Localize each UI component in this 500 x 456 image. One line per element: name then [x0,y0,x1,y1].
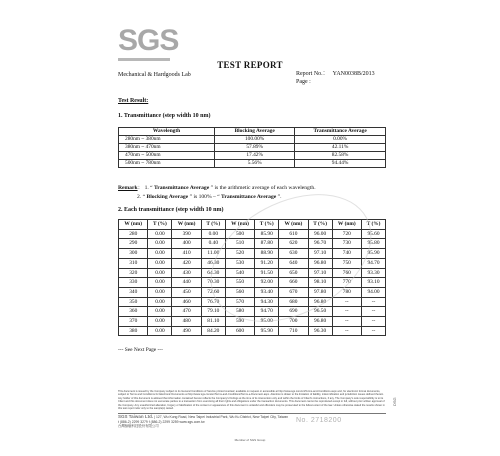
remark-line1-prefix: ： 1. “ [137,185,153,191]
table-cell: 70.30 [201,278,225,288]
table-cell: 0.00 [148,297,172,307]
table-cell: 560 [225,287,254,297]
table-cell: 95.90 [362,249,386,259]
table-row [119,144,386,152]
remark-line1-suffix: ” is the arithmetic average of each wavelength. [210,185,316,191]
table-cell: 82.58% [295,152,386,160]
table-cell: 0.00 [148,287,172,297]
table-cell: 96.80 [308,258,332,268]
sgs-logo [118,26,178,60]
table-cell: 510 [225,239,254,249]
table-header-cell: W (nm) [225,220,254,230]
table-row [119,326,386,336]
table-cell: 97.10 [308,268,332,278]
table-cell: 92.00 [255,278,279,288]
table-cell: -- [332,317,361,327]
table-header-cell: W (nm) [279,220,308,230]
footer-address: | 127, Wu Kung Road, New Taipei Industrial Park, Wu Ku District, New Taipei City, Taiwan [154,415,289,419]
table-cell: 17.42% [215,152,295,160]
table-cell: 780 [332,287,361,297]
table-cell: 280nm ~ 380nm [119,136,215,144]
table-cell: -- [332,326,361,336]
table-header-row [119,128,386,136]
table-cell: 0.00 [148,239,172,249]
table-cell: -- [362,326,386,336]
table-cell: 370 [119,317,148,327]
table-cell: 0.00 [148,268,172,278]
table-cell: 390 [172,229,201,239]
table-cell: 0.00 [148,307,172,317]
table-cell: 91.50 [255,268,279,278]
logo-text: SGS [118,24,179,57]
footer-phone: t (886-2) 2299 3279 [118,419,148,424]
table-cell: 670 [279,287,308,297]
table-cell: 450 [172,287,201,297]
remark-line2-mid: ” is 100% – “ [189,194,220,200]
table-cell: 280 [119,229,148,239]
table-cell: 88.90 [255,249,279,259]
table-cell: 380 [119,326,148,336]
table-cell: 610 [279,229,308,239]
table-cell: 440 [172,278,201,288]
table-cell: 57.89% [215,144,295,152]
table-cell: 320 [119,268,148,278]
table-header-cell: Transmittance Average [295,128,386,136]
remark-line2-prefix: 2. “ [137,194,146,200]
table-cell: 96.80 [308,297,332,307]
remark-label: Remark [118,185,138,191]
table-header-cell: W (nm) [172,220,201,230]
table-cell: 770 [332,278,361,288]
table-cell: -- [362,297,386,307]
table-header-cell: W (nm) [119,220,148,230]
section1-heading: 1. Transmittance (step width 10 nm) [118,113,211,119]
table-cell: 690 [279,307,308,317]
remark-line2-term: Blocking Average [145,194,190,200]
table-cell: 620 [279,239,308,249]
table-cell: 0.00 [148,326,172,336]
lab-name: Mechanical & Hardgoods Lab [118,72,191,78]
table-cell: 91.20 [255,258,279,268]
report-number-block [296,70,375,86]
table-cell: 330 [119,278,148,288]
table-header-cell: T (%) [255,220,279,230]
table-cell: 11.00 [201,249,225,259]
remark-line1-term: Transmittance Average [152,185,211,191]
table-cell: 360 [119,307,148,317]
table-header-cell: Wavelength [119,128,215,136]
table-cell: 430 [172,268,201,278]
table-cell: 42.11% [295,144,386,152]
table-cell: 590 [225,317,254,327]
table-cell: 93.40 [255,287,279,297]
table-header-cell: T (%) [148,220,172,230]
table-cell: 94.70 [255,307,279,317]
table-cell: 96.80 [308,317,332,327]
table-cell: 730 [332,239,361,249]
terms-fine-print: This document is issued by the Company subject to its General Conditions of Service printed overleaf, available on request or accessible at http://www.sgs.com/en/Terms-and-Conditions.aspx and, for electronic format documents, subject to Terms and Conditions for Electronic Documents at http://www.sgs.com/en/Terms-and-Conditions/Terms-e-Document.aspx. Attention is drawn to the limitation of liability, indemnification and jurisdiction issues defined therein. Any holder of this document is advised that information contained hereon reflects the Company's findings at the time of its intervention only and within the limits of Client's instructions, if any. The Company's sole responsibility is to its Client and this document does not exonerate parties to a transaction from exercising all their rights and obligations under the transaction documents. This document cannot be reproduced except in full, without prior written approval of the Company. Any unauthorized alteration, forgery or falsification of the content or appearance of this document is unlawful and offenders may be prosecuted to the fullest extent of the law. Unless otherwise stated the results shown in this test report refer only to the sample(s) tested. [118,390,385,411]
table-header-cell: Blocking Average [215,128,295,136]
see-next-page: --- See Next Page --- [118,347,163,353]
table-cell: 530 [225,258,254,268]
table-cell: 85.90 [255,229,279,239]
remark-line2-term2: Transmittance Average [219,194,278,200]
table-cell: 310 [119,258,148,268]
footer-company: SGS Taiwan Ltd. [118,414,154,419]
table-cell: 93.10 [362,278,386,288]
table-cell: 87.80 [255,239,279,249]
table-cell: 94.30 [255,297,279,307]
table-cell: 300 [119,249,148,259]
footer-divider [118,413,386,414]
table-cell: 570 [225,297,254,307]
table-cell: 0.00 [148,229,172,239]
table-cell: 400 [172,239,201,249]
table-cell: 740 [332,249,361,259]
table-cell: -- [332,307,361,317]
table-cell: 96.50 [308,307,332,317]
table-cell: 94.44% [295,160,386,168]
table-cell: 76.70 [201,297,225,307]
table-cell: 630 [279,249,308,259]
footer-web: www.sgs.com.tw [179,419,205,424]
table-cell: 94.70 [362,258,386,268]
table-cell: 580 [225,307,254,317]
table-cell: 97.80 [308,287,332,297]
table-cell: 410 [172,249,201,259]
table-cell: 0.00 [148,258,172,268]
table-cell: 95.60 [362,229,386,239]
table-cell: 720 [332,229,361,239]
section2-heading: 2. Each transmittance (step width 10 nm) [118,207,224,213]
table-cell: 95.00 [255,317,279,327]
report-title: TEST REPORT [217,60,283,70]
table-cell: 460 [172,297,201,307]
table-cell: 0.00 [201,229,225,239]
side-code: DSG [392,397,397,406]
table-cell: -- [362,307,386,317]
table-cell: 470nm ~ 500nm [119,152,215,160]
table-row [119,160,386,168]
member-of-sgs-group: Member of SGS Group [234,438,266,442]
table-row [119,136,386,144]
table-cell: 96.00 [308,229,332,239]
table-cell: 84.20 [201,326,225,336]
table-cell: 490 [172,326,201,336]
table-cell: 96.70 [308,239,332,249]
table-cell: 93.30 [362,268,386,278]
remark-line2-suffix: ”. [277,194,282,200]
table-cell: 550 [225,278,254,288]
table-cell: 5.56% [215,160,295,168]
table-cell: 600 [225,326,254,336]
table-cell: 640 [279,258,308,268]
table-cell: 470 [172,307,201,317]
table-cell: 0.00% [295,136,386,144]
footer [118,415,386,429]
table-cell: 710 [279,326,308,336]
table-header-cell: T (%) [308,220,332,230]
table-cell: 420 [172,258,201,268]
table-cell: 500 [225,229,254,239]
table-cell: 700 [279,317,308,327]
table-cell: 520 [225,249,254,259]
table-cell: 650 [279,268,308,278]
table-cell: -- [332,297,361,307]
table-cell: 64.30 [201,268,225,278]
table-cell: 350 [119,297,148,307]
table-cell: 380nm ~ 470nm [119,144,215,152]
table-cell: 0.00 [148,249,172,259]
table-cell: 480 [172,317,201,327]
table-cell: 100.00% [215,136,295,144]
table-cell: 94.00 [362,287,386,297]
table-cell: 680 [279,297,308,307]
table-cell: 46.30 [201,258,225,268]
table-cell: 79.10 [201,307,225,317]
table-cell: 540 [225,268,254,278]
table-cell: 95.90 [255,326,279,336]
transmittance-summary-table [118,127,386,168]
table-cell: -- [362,317,386,327]
table-cell: 97.10 [308,249,332,259]
table-cell: 0.40 [201,239,225,249]
table-cell: 96.30 [308,326,332,336]
footer-chinese-company: 台灣檢驗科技股份有限公司 [118,424,159,428]
table-header-cell: T (%) [201,220,225,230]
table-cell: 760 [332,268,361,278]
serial-number: No. 2718200 [296,417,342,424]
test-result-heading: Test Result: [118,98,149,104]
table-header-cell: T (%) [362,220,386,230]
report-no-value: YAN0038B/2013 [332,71,375,77]
table-cell: 72.60 [201,287,225,297]
report-no-label: Report No.： [296,71,329,77]
table-row [119,152,386,160]
table-cell: 0.00 [148,317,172,327]
table-cell: 290 [119,239,148,249]
table-cell: 660 [279,278,308,288]
table-cell: 340 [119,287,148,297]
table-cell: 0.00 [148,278,172,288]
table-cell: 95.80 [362,239,386,249]
table-cell: 98.10 [308,278,332,288]
table-header-cell: W (nm) [332,220,361,230]
table-cell: 81.10 [201,317,225,327]
table-cell: 500nm ~ 780nm [119,160,215,168]
footer-fax: f (886-2) 2299 3259 [148,419,179,424]
page-label: Page : [296,79,311,85]
table-cell: 750 [332,258,361,268]
